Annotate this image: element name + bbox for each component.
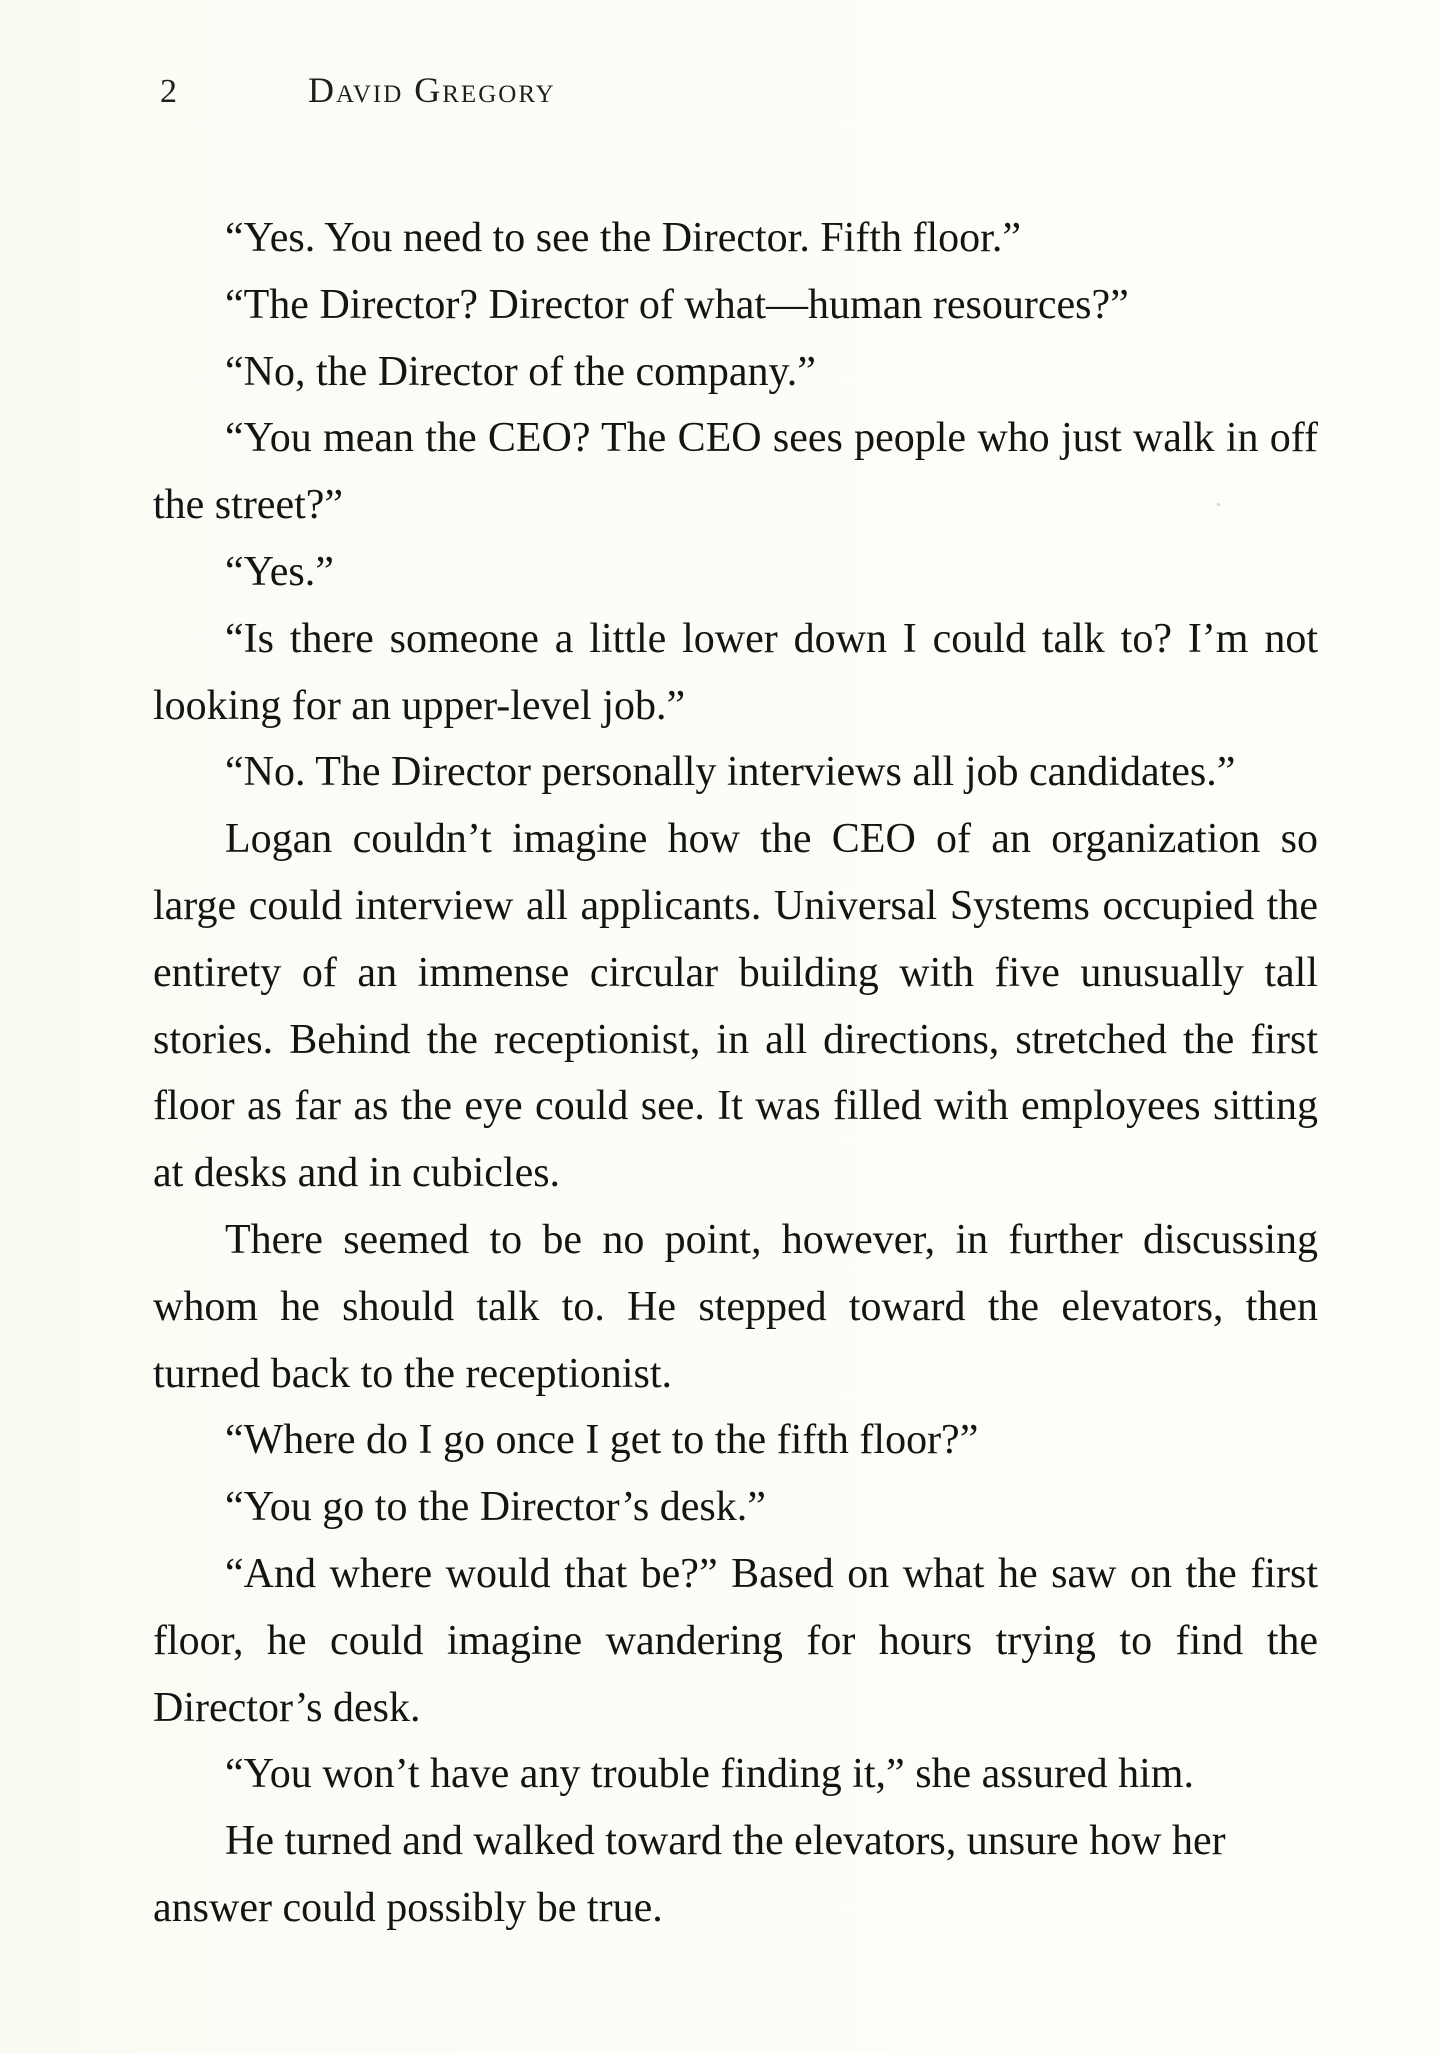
paragraph: “Yes.”	[225, 548, 334, 595]
paragraph: “You won’t have any trouble finding it,” she assured him.	[225, 1751, 1194, 1798]
paragraph: “No, the Director of the company.”	[225, 348, 816, 395]
paragraph: “Is there someone a little lower down I could talk to? I’m not looking for an upper-level job.”	[153, 615, 1318, 729]
paragraph: There seemed to be no point, however, in further discussing whom he should talk to. He stepped toward the elevators, then turned back to the receptionist.	[153, 1216, 1318, 1397]
paragraph: “You go to the Director’s desk.”	[225, 1484, 766, 1531]
paragraph: “No. The Director personally interviews all job candidates.”	[225, 749, 1236, 796]
paragraph: “And where would that be?” Based on what he saw on the first floor, he could imagine wandering for hours trying to find the Director’s desk.	[153, 1550, 1318, 1731]
paragraph: He turned and walked toward the elevators, unsure how her answer could possibly be true.	[153, 1818, 1226, 1931]
paragraph: “You mean the CEO? The CEO sees people who just walk in off the street?”	[153, 415, 1318, 529]
author-name: David Gregory	[308, 70, 556, 110]
running-head	[160, 70, 556, 112]
paragraph: “Where do I go once I get to the fifth floor?”	[225, 1417, 979, 1464]
body-text	[153, 205, 1318, 1942]
paragraph: Logan couldn’t imagine how the CEO of an organization so large could interview all applicants. Universal Systems occupied the entirety of an immense circular building with five unusually tall stories. Behind the receptionist, in all directions, stretched the first floor as far as the eye could see. It was filled with employees sitting at desks and in cubicles.	[153, 816, 1318, 1197]
paragraph: “The Director? Director of what—human resources?”	[225, 281, 1129, 328]
paragraph: “Yes. You need to see the Director. Fifth floor.”	[225, 215, 1021, 261]
paper-speck	[1217, 503, 1220, 506]
page-number: 2	[160, 73, 177, 110]
